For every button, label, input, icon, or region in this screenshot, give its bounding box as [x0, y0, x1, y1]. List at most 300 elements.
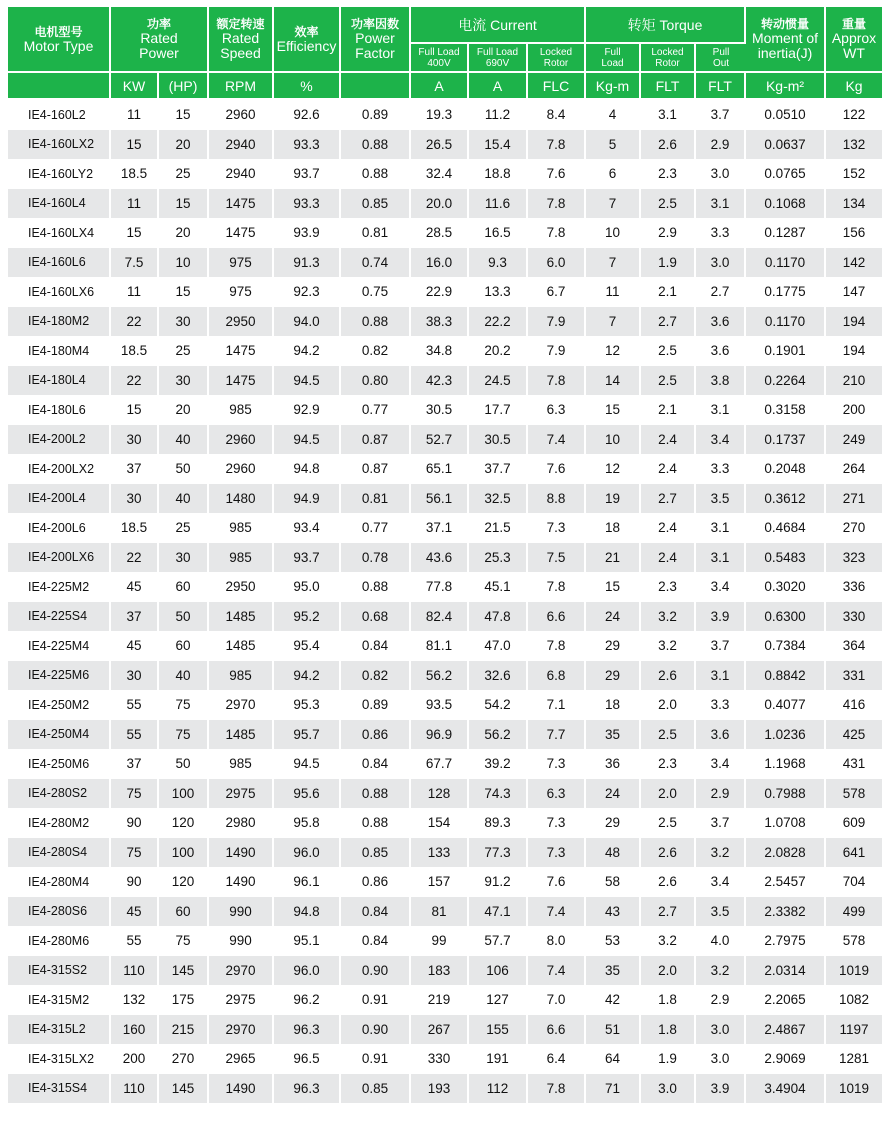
cell-efficiency: 95.2 — [274, 602, 341, 632]
header-pull-out-torque: Pull Out — [696, 44, 746, 73]
table-row — [8, 808, 882, 838]
cell-locked-rotor-torque: 1.8 — [641, 1015, 696, 1045]
cell-full-load-torque: 15 — [586, 395, 641, 425]
cell-current-400v: 183 — [411, 956, 469, 986]
cell-locked-rotor-current: 7.5 — [528, 543, 586, 573]
cell-power-hp: 25 — [159, 513, 209, 543]
cell-locked-rotor-torque: 2.7 — [641, 307, 696, 337]
cell-pull-out-torque: 3.4 — [696, 425, 746, 455]
cell-current-400v: 52.7 — [411, 425, 469, 455]
cell-current-400v: 19.3 — [411, 100, 469, 130]
cell-current-690v: 106 — [469, 956, 528, 986]
cell-locked-rotor-current: 6.7 — [528, 277, 586, 307]
cell-power-factor: 0.82 — [341, 336, 411, 366]
cell-efficiency: 96.3 — [274, 1015, 341, 1045]
cell-power-hp: 75 — [159, 926, 209, 956]
cell-full-load-torque: 18 — [586, 690, 641, 720]
cell-moment-of-inertia: 0.2048 — [746, 454, 826, 484]
cell-current-690v: 45.1 — [469, 572, 528, 602]
cell-locked-rotor-current: 7.8 — [528, 1074, 586, 1104]
cell-rated-speed: 1485 — [209, 602, 274, 632]
cell-locked-rotor-torque: 3.0 — [641, 1074, 696, 1104]
cell-motor-type: IE4-160L6 — [8, 248, 111, 278]
cell-weight: 431 — [826, 749, 882, 779]
table-row — [8, 1044, 882, 1074]
cell-weight: 704 — [826, 867, 882, 897]
cell-moment-of-inertia: 0.3612 — [746, 484, 826, 514]
header-weight: 重量 Approx WT — [826, 7, 882, 73]
cell-weight: 134 — [826, 189, 882, 219]
cell-weight: 147 — [826, 277, 882, 307]
cell-power-hp: 25 — [159, 159, 209, 189]
cell-locked-rotor-torque: 2.6 — [641, 867, 696, 897]
cell-full-load-torque: 7 — [586, 307, 641, 337]
cell-power-kw: 22 — [111, 366, 159, 396]
cell-efficiency: 94.5 — [274, 425, 341, 455]
cell-power-factor: 0.81 — [341, 484, 411, 514]
cell-rated-speed: 2940 — [209, 130, 274, 160]
header-rated-speed: 额定转速 Rated Speed — [209, 7, 274, 73]
cell-locked-rotor-torque: 2.5 — [641, 808, 696, 838]
cell-full-load-torque: 29 — [586, 661, 641, 691]
cell-moment-of-inertia: 2.7975 — [746, 926, 826, 956]
cell-current-690v: 39.2 — [469, 749, 528, 779]
cell-efficiency: 96.0 — [274, 956, 341, 986]
cell-moment-of-inertia: 0.8842 — [746, 661, 826, 691]
table-row — [8, 307, 882, 337]
cell-weight: 1197 — [826, 1015, 882, 1045]
cell-current-690v: 89.3 — [469, 808, 528, 838]
cell-rated-speed: 1485 — [209, 631, 274, 661]
cell-locked-rotor-torque: 2.0 — [641, 956, 696, 986]
cell-locked-rotor-torque: 1.9 — [641, 248, 696, 278]
cell-power-kw: 18.5 — [111, 336, 159, 366]
cell-moment-of-inertia: 1.0236 — [746, 720, 826, 750]
cell-power-factor: 0.78 — [341, 543, 411, 573]
cell-current-690v: 25.3 — [469, 543, 528, 573]
cell-power-kw: 37 — [111, 602, 159, 632]
cell-full-load-torque: 10 — [586, 425, 641, 455]
table-row — [8, 897, 882, 927]
cell-rated-speed: 1475 — [209, 189, 274, 219]
cell-power-hp: 20 — [159, 130, 209, 160]
cell-motor-type: IE4-315S2 — [8, 956, 111, 986]
cell-rated-speed: 2970 — [209, 690, 274, 720]
cell-current-690v: 13.3 — [469, 277, 528, 307]
cell-weight: 249 — [826, 425, 882, 455]
cell-power-kw: 18.5 — [111, 159, 159, 189]
cell-rated-speed: 1475 — [209, 336, 274, 366]
cell-power-kw: 37 — [111, 454, 159, 484]
table-row — [8, 159, 882, 189]
cell-full-load-torque: 36 — [586, 749, 641, 779]
cell-weight: 578 — [826, 779, 882, 809]
cell-efficiency: 96.5 — [274, 1044, 341, 1074]
cell-current-400v: 43.6 — [411, 543, 469, 573]
cell-motor-type: IE4-315S4 — [8, 1074, 111, 1104]
cell-current-400v: 96.9 — [411, 720, 469, 750]
cell-power-factor: 0.88 — [341, 779, 411, 809]
cell-power-factor: 0.77 — [341, 513, 411, 543]
cell-locked-rotor-current: 7.6 — [528, 454, 586, 484]
unit-kg-m: Kg-m — [586, 73, 641, 100]
cell-locked-rotor-torque: 2.0 — [641, 779, 696, 809]
cell-power-kw: 15 — [111, 395, 159, 425]
cell-current-400v: 56.2 — [411, 661, 469, 691]
cell-locked-rotor-torque: 2.3 — [641, 159, 696, 189]
cell-locked-rotor-torque: 2.5 — [641, 189, 696, 219]
cell-power-hp: 15 — [159, 277, 209, 307]
cell-locked-rotor-current: 6.6 — [528, 1015, 586, 1045]
cell-current-400v: 193 — [411, 1074, 469, 1104]
cell-locked-rotor-current: 8.8 — [528, 484, 586, 514]
cell-pull-out-torque: 3.2 — [696, 956, 746, 986]
cell-rated-speed: 975 — [209, 248, 274, 278]
cell-efficiency: 95.0 — [274, 572, 341, 602]
cell-motor-type: IE4-280S4 — [8, 838, 111, 868]
cell-weight: 641 — [826, 838, 882, 868]
cell-full-load-torque: 43 — [586, 897, 641, 927]
cell-weight: 194 — [826, 336, 882, 366]
cell-efficiency: 93.3 — [274, 130, 341, 160]
cell-power-factor: 0.82 — [341, 661, 411, 691]
cell-power-hp: 175 — [159, 985, 209, 1015]
cell-current-690v: 16.5 — [469, 218, 528, 248]
cell-efficiency: 92.6 — [274, 100, 341, 130]
table-row — [8, 513, 882, 543]
cell-efficiency: 95.1 — [274, 926, 341, 956]
cell-pull-out-torque: 2.9 — [696, 985, 746, 1015]
cell-locked-rotor-torque: 3.2 — [641, 926, 696, 956]
cell-rated-speed: 2970 — [209, 1015, 274, 1045]
cell-current-690v: 91.2 — [469, 867, 528, 897]
cell-pull-out-torque: 4.0 — [696, 926, 746, 956]
cell-current-690v: 11.2 — [469, 100, 528, 130]
cell-current-400v: 81 — [411, 897, 469, 927]
cell-pull-out-torque: 3.1 — [696, 513, 746, 543]
cell-rated-speed: 1480 — [209, 484, 274, 514]
cell-current-690v: 22.2 — [469, 307, 528, 337]
table-row — [8, 720, 882, 750]
cell-motor-type: IE4-225M4 — [8, 631, 111, 661]
table-row — [8, 838, 882, 868]
cell-current-690v: 9.3 — [469, 248, 528, 278]
cell-pull-out-torque: 3.1 — [696, 543, 746, 573]
cell-current-400v: 34.8 — [411, 336, 469, 366]
cell-moment-of-inertia: 0.1068 — [746, 189, 826, 219]
cell-moment-of-inertia: 2.4867 — [746, 1015, 826, 1045]
cell-power-factor: 0.87 — [341, 425, 411, 455]
cell-power-hp: 60 — [159, 897, 209, 927]
cell-power-hp: 60 — [159, 631, 209, 661]
cell-current-690v: 32.6 — [469, 661, 528, 691]
cell-power-hp: 30 — [159, 307, 209, 337]
cell-pull-out-torque: 3.3 — [696, 218, 746, 248]
cell-current-400v: 81.1 — [411, 631, 469, 661]
cell-rated-speed: 2940 — [209, 159, 274, 189]
cell-motor-type: IE4-280M2 — [8, 808, 111, 838]
unit-cell-blank — [8, 73, 111, 100]
cell-full-load-torque: 18 — [586, 513, 641, 543]
header-full-load-690v: Full Load 690V — [469, 44, 528, 73]
cell-current-690v: 127 — [469, 985, 528, 1015]
cell-motor-type: IE4-280M4 — [8, 867, 111, 897]
cell-full-load-torque: 6 — [586, 159, 641, 189]
cell-current-400v: 154 — [411, 808, 469, 838]
cell-current-400v: 22.9 — [411, 277, 469, 307]
table-row — [8, 779, 882, 809]
cell-power-factor: 0.88 — [341, 307, 411, 337]
cell-weight: 499 — [826, 897, 882, 927]
unit-rpm: RPM — [209, 73, 274, 100]
cell-locked-rotor-torque: 2.4 — [641, 454, 696, 484]
cell-power-factor: 0.85 — [341, 1074, 411, 1104]
cell-efficiency: 93.9 — [274, 218, 341, 248]
cell-current-690v: 57.7 — [469, 926, 528, 956]
cell-efficiency: 92.9 — [274, 395, 341, 425]
cell-power-kw: 30 — [111, 425, 159, 455]
cell-moment-of-inertia: 0.4077 — [746, 690, 826, 720]
cell-locked-rotor-current: 7.6 — [528, 867, 586, 897]
cell-current-690v: 54.2 — [469, 690, 528, 720]
units-row — [8, 73, 882, 100]
cell-full-load-torque: 24 — [586, 602, 641, 632]
cell-rated-speed: 1475 — [209, 218, 274, 248]
cell-moment-of-inertia: 0.1775 — [746, 277, 826, 307]
cell-rated-speed: 2960 — [209, 100, 274, 130]
cell-current-690v: 37.7 — [469, 454, 528, 484]
cell-weight: 122 — [826, 100, 882, 130]
cell-motor-type: IE4-200L6 — [8, 513, 111, 543]
cell-power-hp: 75 — [159, 690, 209, 720]
cell-moment-of-inertia: 1.0708 — [746, 808, 826, 838]
cell-rated-speed: 1485 — [209, 720, 274, 750]
cell-power-factor: 0.86 — [341, 720, 411, 750]
table-row — [8, 218, 882, 248]
cell-current-400v: 30.5 — [411, 395, 469, 425]
cell-locked-rotor-current: 6.6 — [528, 602, 586, 632]
table-row — [8, 336, 882, 366]
unit-percent: % — [274, 73, 341, 100]
cell-power-factor: 0.86 — [341, 867, 411, 897]
cell-locked-rotor-torque: 2.1 — [641, 277, 696, 307]
cell-rated-speed: 985 — [209, 661, 274, 691]
table-row — [8, 661, 882, 691]
cell-power-kw: 90 — [111, 808, 159, 838]
cell-locked-rotor-torque: 3.2 — [641, 602, 696, 632]
cell-motor-type: IE4-280S6 — [8, 897, 111, 927]
cell-power-factor: 0.74 — [341, 248, 411, 278]
cell-efficiency: 96.3 — [274, 1074, 341, 1104]
cell-power-kw: 55 — [111, 690, 159, 720]
cell-current-400v: 20.0 — [411, 189, 469, 219]
cell-pull-out-torque: 3.9 — [696, 602, 746, 632]
cell-motor-type: IE4-180M4 — [8, 336, 111, 366]
cell-weight: 1019 — [826, 956, 882, 986]
cell-moment-of-inertia: 0.7384 — [746, 631, 826, 661]
header-efficiency: 效率 Efficiency — [274, 7, 341, 73]
cell-power-hp: 15 — [159, 100, 209, 130]
cell-current-400v: 32.4 — [411, 159, 469, 189]
cell-motor-type: IE4-225S4 — [8, 602, 111, 632]
cell-weight: 323 — [826, 543, 882, 573]
cell-rated-speed: 1490 — [209, 1074, 274, 1104]
cell-pull-out-torque: 3.9 — [696, 1074, 746, 1104]
cell-weight: 200 — [826, 395, 882, 425]
cell-moment-of-inertia: 0.2264 — [746, 366, 826, 396]
cell-locked-rotor-torque: 1.8 — [641, 985, 696, 1015]
cell-power-kw: 18.5 — [111, 513, 159, 543]
table-row — [8, 867, 882, 897]
cell-moment-of-inertia: 0.6300 — [746, 602, 826, 632]
cell-locked-rotor-current: 7.8 — [528, 189, 586, 219]
unit-kg: Kg — [826, 73, 882, 100]
cell-power-hp: 75 — [159, 720, 209, 750]
cell-power-hp: 100 — [159, 779, 209, 809]
cell-moment-of-inertia: 0.1737 — [746, 425, 826, 455]
cell-rated-speed: 1490 — [209, 867, 274, 897]
cell-current-690v: 77.3 — [469, 838, 528, 868]
cell-pull-out-torque: 3.7 — [696, 808, 746, 838]
cell-locked-rotor-current: 6.8 — [528, 661, 586, 691]
cell-current-400v: 65.1 — [411, 454, 469, 484]
cell-power-kw: 132 — [111, 985, 159, 1015]
cell-current-400v: 330 — [411, 1044, 469, 1074]
cell-full-load-torque: 51 — [586, 1015, 641, 1045]
cell-power-hp: 25 — [159, 336, 209, 366]
table-row — [8, 749, 882, 779]
cell-power-kw: 11 — [111, 100, 159, 130]
cell-pull-out-torque: 3.7 — [696, 631, 746, 661]
cell-current-400v: 26.5 — [411, 130, 469, 160]
cell-full-load-torque: 35 — [586, 956, 641, 986]
header-motor-type: 电机型号 Motor Type — [8, 7, 111, 73]
cell-power-hp: 40 — [159, 484, 209, 514]
unit-kw: KW — [111, 73, 159, 100]
cell-rated-speed: 2980 — [209, 808, 274, 838]
cell-moment-of-inertia: 0.7988 — [746, 779, 826, 809]
cell-weight: 142 — [826, 248, 882, 278]
cell-locked-rotor-torque: 2.5 — [641, 720, 696, 750]
cell-power-factor: 0.88 — [341, 130, 411, 160]
cell-full-load-torque: 35 — [586, 720, 641, 750]
cell-locked-rotor-current: 7.8 — [528, 631, 586, 661]
cell-power-kw: 37 — [111, 749, 159, 779]
cell-efficiency: 94.0 — [274, 307, 341, 337]
cell-power-kw: 15 — [111, 218, 159, 248]
cell-current-400v: 16.0 — [411, 248, 469, 278]
cell-rated-speed: 2950 — [209, 572, 274, 602]
motor-spec-table — [8, 7, 882, 1103]
cell-current-400v: 267 — [411, 1015, 469, 1045]
cell-motor-type: IE4-280M6 — [8, 926, 111, 956]
cell-rated-speed: 985 — [209, 513, 274, 543]
cell-moment-of-inertia: 2.9069 — [746, 1044, 826, 1074]
cell-full-load-torque: 5 — [586, 130, 641, 160]
cell-locked-rotor-current: 7.3 — [528, 749, 586, 779]
table-row — [8, 277, 882, 307]
cell-efficiency: 95.7 — [274, 720, 341, 750]
cell-moment-of-inertia: 2.0828 — [746, 838, 826, 868]
cell-current-690v: 17.7 — [469, 395, 528, 425]
cell-weight: 270 — [826, 513, 882, 543]
cell-weight: 152 — [826, 159, 882, 189]
cell-locked-rotor-current: 7.3 — [528, 808, 586, 838]
cell-power-kw: 15 — [111, 130, 159, 160]
cell-moment-of-inertia: 0.3158 — [746, 395, 826, 425]
cell-pull-out-torque: 3.7 — [696, 100, 746, 130]
cell-moment-of-inertia: 0.1287 — [746, 218, 826, 248]
cell-efficiency: 92.3 — [274, 277, 341, 307]
cell-power-hp: 50 — [159, 602, 209, 632]
cell-power-kw: 110 — [111, 956, 159, 986]
cell-current-690v: 47.8 — [469, 602, 528, 632]
cell-moment-of-inertia: 0.5483 — [746, 543, 826, 573]
cell-power-factor: 0.84 — [341, 631, 411, 661]
header-power-factor: 功率因数 Power Factor — [341, 7, 411, 73]
cell-current-400v: 99 — [411, 926, 469, 956]
cell-pull-out-torque: 2.9 — [696, 779, 746, 809]
cell-motor-type: IE4-200L2 — [8, 425, 111, 455]
cell-motor-type: IE4-200LX2 — [8, 454, 111, 484]
cell-efficiency: 95.8 — [274, 808, 341, 838]
cell-motor-type: IE4-280S2 — [8, 779, 111, 809]
cell-power-hp: 270 — [159, 1044, 209, 1074]
cell-locked-rotor-current: 7.9 — [528, 336, 586, 366]
cell-current-400v: 82.4 — [411, 602, 469, 632]
cell-weight: 1281 — [826, 1044, 882, 1074]
cell-power-factor: 0.75 — [341, 277, 411, 307]
cell-rated-speed: 2960 — [209, 454, 274, 484]
cell-locked-rotor-current: 7.6 — [528, 159, 586, 189]
cell-power-hp: 15 — [159, 189, 209, 219]
cell-power-kw: 30 — [111, 661, 159, 691]
cell-weight: 425 — [826, 720, 882, 750]
cell-current-690v: 30.5 — [469, 425, 528, 455]
cell-power-kw: 45 — [111, 897, 159, 927]
cell-full-load-torque: 15 — [586, 572, 641, 602]
cell-locked-rotor-torque: 1.9 — [641, 1044, 696, 1074]
cell-power-hp: 145 — [159, 1074, 209, 1104]
cell-pull-out-torque: 3.3 — [696, 690, 746, 720]
cell-current-400v: 38.3 — [411, 307, 469, 337]
cell-locked-rotor-current: 7.8 — [528, 572, 586, 602]
cell-full-load-torque: 7 — [586, 189, 641, 219]
header-current: 电流 Current — [411, 7, 586, 44]
cell-rated-speed: 2970 — [209, 956, 274, 986]
table-row — [8, 956, 882, 986]
cell-power-factor: 0.68 — [341, 602, 411, 632]
unit-flt-locked: FLT — [641, 73, 696, 100]
cell-motor-type: IE4-200L4 — [8, 484, 111, 514]
cell-pull-out-torque: 3.4 — [696, 572, 746, 602]
cell-power-factor: 0.84 — [341, 926, 411, 956]
cell-moment-of-inertia: 2.2065 — [746, 985, 826, 1015]
cell-weight: 1019 — [826, 1074, 882, 1104]
cell-motor-type: IE4-315LX2 — [8, 1044, 111, 1074]
cell-power-factor: 0.88 — [341, 572, 411, 602]
cell-efficiency: 94.5 — [274, 366, 341, 396]
cell-pull-out-torque: 3.0 — [696, 248, 746, 278]
cell-power-factor: 0.89 — [341, 690, 411, 720]
cell-pull-out-torque: 3.0 — [696, 1015, 746, 1045]
cell-weight: 578 — [826, 926, 882, 956]
cell-power-kw: 22 — [111, 543, 159, 573]
cell-current-400v: 133 — [411, 838, 469, 868]
cell-full-load-torque: 29 — [586, 631, 641, 661]
cell-full-load-torque: 48 — [586, 838, 641, 868]
cell-motor-type: IE4-250M4 — [8, 720, 111, 750]
